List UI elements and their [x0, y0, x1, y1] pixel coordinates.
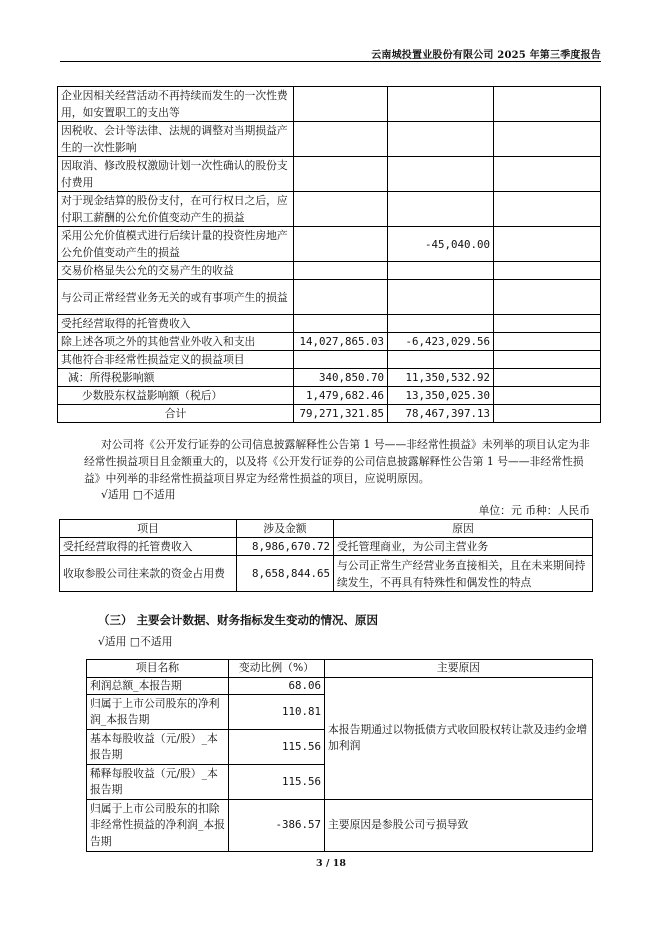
current-period-cell [294, 262, 388, 280]
reason-cell: 主要原因是参股公司亏损导致 [325, 800, 593, 852]
ytd-cell [388, 315, 494, 333]
ytd-cell [388, 262, 494, 280]
current-period-cell [294, 227, 388, 262]
note-cell [494, 333, 601, 351]
ytd-cell: 13,350,025.30 [388, 387, 494, 405]
ytd-cell: -45,040.00 [388, 227, 494, 262]
header-rule [60, 61, 601, 62]
unit-currency-line: 单位：元 币种：人民币 [478, 504, 590, 517]
item-cell: 稀释每股收益（元/股）_本报告期 [87, 765, 229, 800]
ytd-cell [388, 122, 494, 157]
current-period-cell [294, 280, 388, 315]
ytd-cell [388, 87, 494, 122]
item-cell: 企业因相关经营活动不再持续而发生的一次性费用，如安置职工的支出等 [58, 87, 294, 122]
current-period-cell: 79,271,321.85 [294, 405, 388, 423]
note-cell [494, 122, 601, 157]
column-header: 原因 [334, 520, 593, 538]
current-period-cell: 1,479,682.46 [294, 387, 388, 405]
note-cell [494, 87, 601, 122]
table-row [58, 280, 601, 315]
note-cell [494, 262, 601, 280]
ratio-cell: 115.56 [229, 730, 325, 765]
ratio-cell: -386.57 [229, 800, 325, 852]
table-row [58, 262, 601, 280]
item-cell: 其他符合非经常性损益定义的损益项目 [58, 351, 294, 369]
column-header: 涉及金额 [237, 520, 334, 538]
table-row [58, 315, 601, 333]
table-row [87, 800, 593, 852]
ratio-cell: 68.06 [229, 677, 325, 695]
current-period-cell: 14,027,865.03 [294, 333, 388, 351]
column-header: 变动比例（%） [229, 660, 325, 678]
current-period-cell [294, 157, 388, 192]
table-row [58, 333, 601, 351]
ytd-cell: 78,467,397.13 [388, 405, 494, 423]
item-cell: 受托经营取得的托管费收入 [58, 315, 294, 333]
item-cell: 因税收、会计等法律、法规的调整对当期损益产生的一次性影响 [58, 122, 294, 157]
current-period-cell [294, 192, 388, 227]
applicability-checkbox: √适用 □不适用 [98, 635, 173, 648]
current-period-cell [294, 351, 388, 369]
table-row [58, 369, 601, 387]
item-cell: 采用公允价值模式进行后续计量的投资性房地产公允价值变动产生的损益 [58, 227, 294, 262]
table-row [58, 387, 601, 405]
current-period-cell: 340,850.70 [294, 369, 388, 387]
key-indicator-changes-table [86, 659, 593, 852]
item-cell: 因取消、修改股权激励计划一次性确认的股份支付费用 [58, 157, 294, 192]
current-period-cell [294, 122, 388, 157]
item-cell: 归属于上市公司股东的扣除非经常性损益的净利润_本报告期 [87, 800, 229, 852]
column-header: 项目 [60, 520, 237, 538]
page-number: 3 / 18 [316, 858, 346, 869]
table-row [60, 556, 593, 592]
note-cell [494, 387, 601, 405]
item-cell: 与公司正常经营业务无关的或有事项产生的损益 [58, 280, 294, 315]
item-cell: 减：所得税影响额 [58, 369, 294, 387]
table-row [58, 192, 601, 227]
ytd-cell: 11,350,532.92 [388, 369, 494, 387]
item-cell: 归属于上市公司股东的净利润_本报告期 [87, 695, 229, 730]
table-row [58, 227, 601, 262]
table-row [58, 122, 601, 157]
note-cell [494, 369, 601, 387]
explanation-paragraph: 对公司将《公开发行证券的公司信息披露解释性公告第 1 号——非经常性损益》未列举的项目认定为非经常性损益项目且金额重大的，以及将《公开发行证券的公司信息披露解释性公告第 1 号——非经常性损益》中列举的非经常性损益项目界定为经常性损益的项目，应说明原因。 [84, 438, 590, 485]
amount-cell: 8,986,670.72 [237, 538, 334, 556]
note-cell [494, 192, 601, 227]
table-row [58, 351, 601, 369]
table-header-row [60, 520, 593, 538]
table-row [60, 538, 593, 556]
ytd-cell [388, 157, 494, 192]
page-header: 云南城投置业股份有限公司 2025 年第三季度报告 [371, 50, 601, 61]
table-header-row [87, 660, 593, 678]
ytd-cell [388, 192, 494, 227]
column-header: 主要原因 [325, 660, 593, 678]
item-cell: 受托经营取得的托管费收入 [60, 538, 237, 556]
item-cell: 交易价格显失公允的交易产生的收益 [58, 262, 294, 280]
current-period-cell [294, 87, 388, 122]
item-cell: 收取参股公司往来款的资金占用费 [60, 556, 237, 592]
note-cell [494, 157, 601, 192]
ratio-cell: 110.81 [229, 695, 325, 730]
ytd-cell [388, 351, 494, 369]
note-cell [494, 227, 601, 262]
ytd-cell: -6,423,029.56 [388, 333, 494, 351]
table-row-total [58, 405, 601, 423]
note-cell [494, 280, 601, 315]
item-cell: 基本每股收益（元/股）_本报告期 [87, 730, 229, 765]
note-cell [494, 405, 601, 423]
amount-cell: 8,658,844.65 [237, 556, 334, 592]
reason-cell: 与公司正常生产经营业务直接相关，且在未来期间持续发生，不再具有特殊性和偶发性的特点 [334, 556, 593, 592]
item-cell: 对于现金结算的股份支付，在可行权日之后，应付职工薪酬的公允价值变动产生的损益 [58, 192, 294, 227]
applicability-checkbox: √适用 □不适用 [101, 488, 176, 501]
ytd-cell [388, 280, 494, 315]
item-cell: 少数股东权益影响额（税后） [58, 387, 294, 405]
current-period-cell [294, 315, 388, 333]
classified-items-table [59, 519, 593, 592]
non-recurring-items-table [57, 86, 601, 423]
column-header: 项目名称 [87, 660, 229, 678]
reason-cell: 受托管理商业，为公司主营业务 [334, 538, 593, 556]
note-cell [494, 315, 601, 333]
note-cell [494, 351, 601, 369]
section-heading: （三） 主要会计数据、财务指标发生变动的情况、原因 [98, 613, 379, 627]
reason-cell: 本报告期通过以物抵债方式收回股权转让款及违约金增加利润 [325, 677, 593, 800]
ratio-cell: 115.56 [229, 765, 325, 800]
item-cell: 除上述各项之外的其他营业外收入和支出 [58, 333, 294, 351]
table-row [87, 677, 593, 695]
item-cell: 利润总额_本报告期 [87, 677, 229, 695]
table-row [58, 87, 601, 122]
table-row [58, 157, 601, 192]
total-label: 合计 [58, 405, 294, 423]
